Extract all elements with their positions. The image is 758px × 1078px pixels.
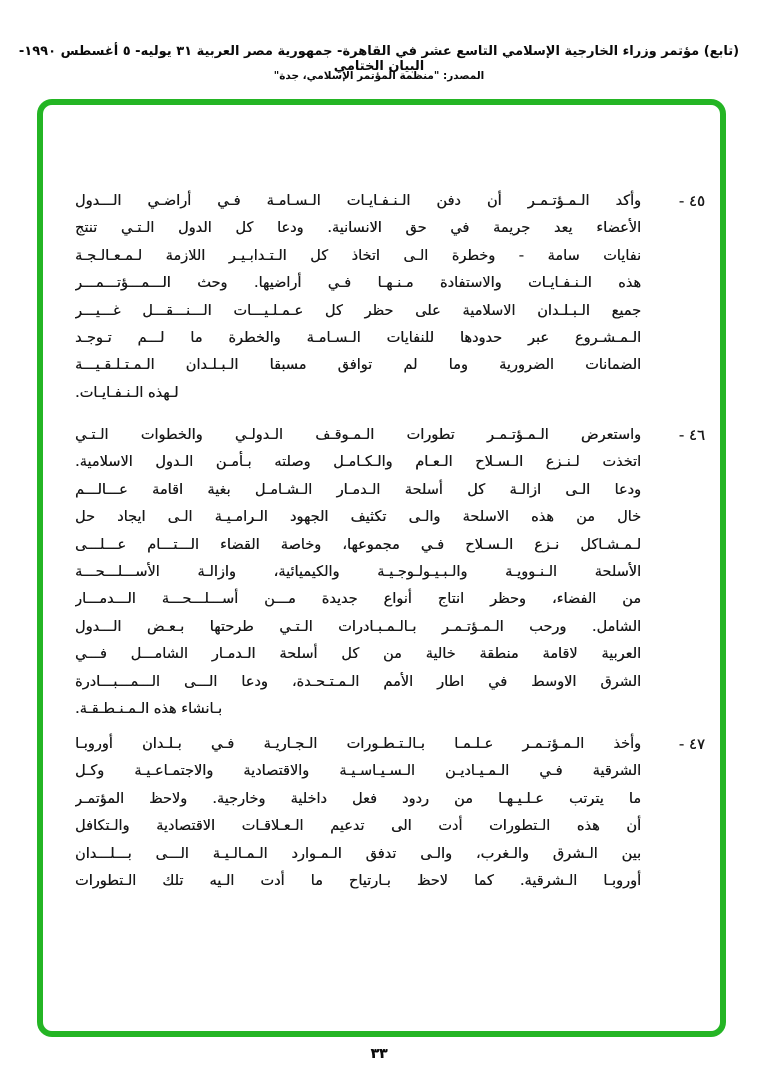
paragraph-46: [75, 422, 705, 723]
text-line: اتخذت لـنـزع الـسـلاح الـعـام والـكـامـل وصلته بـأمـن الـدول الاسلامية.: [75, 454, 641, 471]
text-line: لـهذه الـنـفـايـات.: [75, 384, 179, 401]
text-line: جميع الـبـلـدان الاسلامية على حظر كل عـمـلـيـــات الـــنـــقـــل غـــيـــر: [75, 302, 641, 319]
text-line: ما يترتب عـلـيـهـا من ردود فعل داخلية وخارجية. ولاحظ المؤتمـر: [75, 790, 641, 807]
text-line: ودعا الـى ازالـة كل أسلحة الـدمـار الـشـامـل بغية اقامة عـــالـــم: [75, 481, 641, 498]
text-line: الشرق الاوسط في اطار الأمم الـمـتـحـدة، ودعا الـــى الـــمـــبـــادرة: [75, 673, 641, 690]
paragraph-text: [75, 422, 641, 723]
paragraph-number: ٤٥ -: [678, 192, 705, 210]
text-line: الأعضاء يعد جريمة في حق الانسانية. ودعا كل الدول الـتـي تنتج: [75, 220, 641, 237]
text-line: الأسلحة الـنـوويـة والـبـيـولـوجـيـة والكيميائية، وازالـة الأســـلـــحـــة: [75, 563, 641, 580]
text-line: واستعرض الـمـؤتـمـر تطورات الـمـوقـف الـدولـي والخطوات الـتـي: [75, 427, 641, 443]
text-line: هذه الـنـفـايـات والاستفادة مـنـهـا فـي أراضيها. وحث الـــمـــؤتـــمـــر: [75, 275, 641, 292]
paragraph-text: [75, 188, 641, 407]
text-line: الـمـشـروع عبر حدودها للنفايات الـسـامـة والخطرة ما لـــم تـوجـد: [75, 329, 641, 346]
text-line: أن هذه الـتطورات أدت الى تدعيم الـعـلاقـات الاقتصادية والـتكافل: [75, 818, 641, 835]
text-line: وأخذ الـمـؤتـمـر عـلـمـا بـالـتـطـورات الـجـاريـة فـي بـلـدان أوروبـا: [75, 736, 641, 752]
text-line: الشرقية فـي الـمـيـاديـن الـسـيـاسـيـة والاقتصادية والاجتمـاعـيـة وكـل: [75, 763, 641, 780]
text-line: من الفضاء، وحظر انتاج أنواع جديدة مـــن أســـلـــحـــة الـــدمـــار: [75, 591, 641, 608]
text-line: العربية لاقامة منطقة خالية من كل أسلحة الـدمـار الشامـــل فـــي: [75, 646, 641, 663]
page-header-title: (تابع) مؤتمر وزراء الخارجية الإسلامي التاسع عشر في القاهرة- جمهورية مصر العربية ٣١ يوليه- ٥ أغسطس ١٩٩٠- البيان الختامي: [18, 44, 740, 74]
page-number: ٣٣: [370, 1046, 388, 1062]
text-line: أوروبـا الـشرقية. كما لاحظ بـارتياح ما أدت الـيه تلك الـتطورات: [75, 872, 641, 889]
page-header-source: المصدر: "منظمة المؤتمر الإسلامي، جدة": [273, 70, 485, 82]
paragraph-number: ٤٦ -: [678, 426, 705, 444]
text-line: بين الـشرق والـغرب، والـى تدفق الـمـوارد الـمـالـيـة الـــى بـــلـــدان: [75, 845, 641, 862]
paragraph-47: [75, 731, 705, 895]
text-line: وأكد الـمـؤتـمـر أن دفن الـنـفـايـات الـسـامـة فـي أراضـي الـــدول: [75, 193, 641, 209]
text-line: لـمـشـاكل نـزع الـسـلاح فـي مجموعها، وخاصة القضاء الـــتـــام عـــلـــى: [75, 536, 641, 553]
text-line: نفايات سامة - وخطرة الـى اتخاذ كل الـتـدابـيـر اللازمة لـمـعـالـجـة: [75, 247, 641, 264]
text-line: بـانشاء هذه الـمـنـطـقـة.: [75, 700, 223, 717]
paragraph-number: ٤٧ -: [678, 735, 705, 753]
text-line: الشامل. ورحب الـمـؤتـمـر بـالـمـبـادرات الـتـي طرحتها بـعـض الـــدول: [75, 618, 641, 635]
text-line: خال من هذه الاسلحة والـى تكثيف الجهود الـرامـيـة الـى ايجاد حل: [75, 509, 641, 526]
paragraph-45: [75, 188, 705, 407]
text-line: الضمانات الضرورية وما لم توافق مسبقا الـبـلـدان الـمـتـلـقـيـــة: [75, 357, 641, 374]
paragraph-text: [75, 731, 641, 895]
